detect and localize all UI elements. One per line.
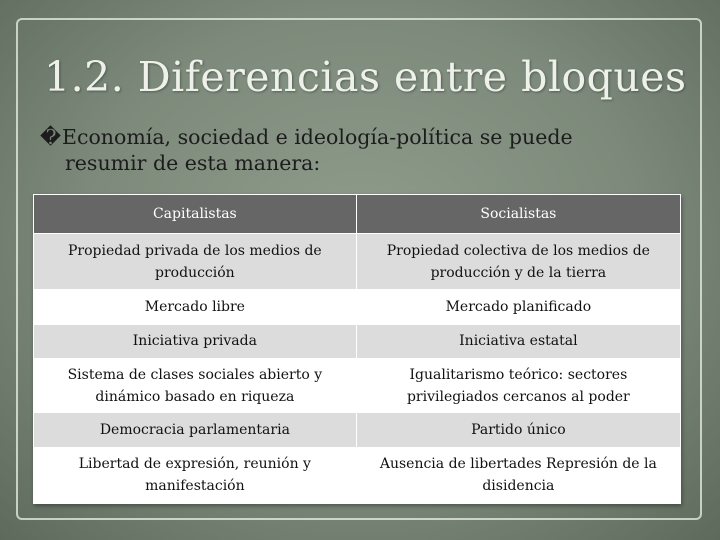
table-row: [34, 324, 681, 358]
table-cell: Ausencia de libertades Represión de la disidencia: [356, 447, 680, 503]
table-header-row: [34, 195, 681, 234]
table-cell: Sistema de clases sociales abierto y dinámico basado en riqueza: [34, 358, 357, 412]
table-row: [34, 413, 681, 447]
table-cell: Mercado libre: [34, 290, 357, 324]
comparison-table-container: [33, 194, 681, 504]
table-cell: Propiedad privada de los medios de producción: [34, 234, 357, 290]
table-row: [34, 234, 681, 290]
table-cell: Iniciativa estatal: [356, 324, 680, 358]
table-cell: Partido único: [356, 413, 680, 447]
table-row: [34, 358, 681, 412]
header-socialistas: Socialistas: [356, 195, 680, 234]
comparison-table: [33, 194, 681, 504]
table-cell: Mercado planificado: [356, 290, 680, 324]
bullet-paragraph: [40, 124, 680, 176]
table-cell: Igualitarismo teórico: sectores privilegiados cercanos al poder: [356, 358, 680, 412]
bullet-text-line-1: Economía, sociedad e ideología-política se puede: [62, 125, 573, 149]
bullet-marker: �: [40, 125, 62, 149]
header-capitalistas: Capitalistas: [34, 195, 357, 234]
table-cell: Libertad de expresión, reunión y manifestación: [34, 447, 357, 503]
slide-title: 1.2. Diferencias entre bloques: [44, 53, 687, 101]
table-cell: Propiedad colectiva de los medios de producción y de la tierra: [356, 234, 680, 290]
table-cell: Democracia parlamentaria: [34, 413, 357, 447]
bullet-text-line-2: resumir de esta manera:: [65, 151, 321, 175]
table-row: [34, 290, 681, 324]
table-row: [34, 447, 681, 503]
table-cell: Iniciativa privada: [34, 324, 357, 358]
